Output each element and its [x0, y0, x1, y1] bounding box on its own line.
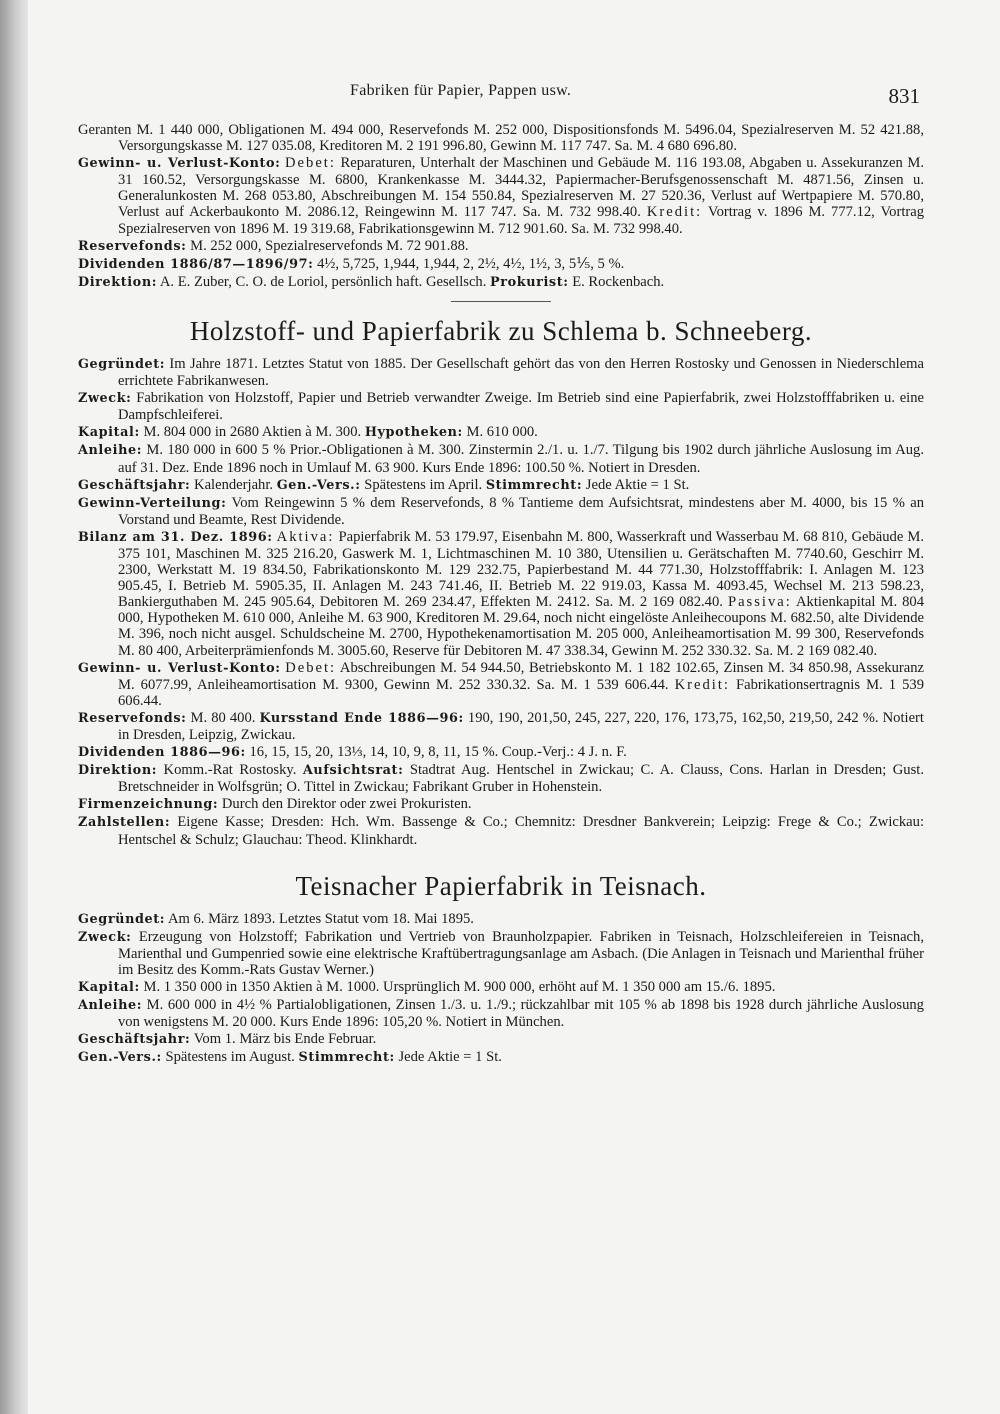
section-label: Kapital:: [78, 980, 140, 996]
passiva-text: Aktienkapital M. 804 000, Hypotheken M. 610 000, Anleihe M. 63 900, Kreditoren M. 29.64, noch nicht eingelöste Anleihecoupons M. 682.50, alte Dividende M. 396, noch nicht ausgel. Schuldscheine M. 2700, Hypothekenamortisation M. 205 000, Anleiheamortisation M. 99 300, Reservefonds M. 80 400, Arbeiterprämienfonds M. 3005.60, Reserve für Debitoren M. 47 338.34, Gewinn M. 252 330.32. Sa. M. 2 169 082.40.: [118, 594, 924, 659]
section-label: Gen.-Vers.:: [78, 1050, 162, 1066]
section-text: Komm.-Rat Rostosky.: [163, 762, 297, 779]
page-header: [28, 82, 1000, 112]
section-text: Vom 1. März bis Ende Februar.: [193, 1031, 377, 1048]
debet-label: Debet:: [285, 155, 336, 172]
section-text: Fabrikation von Holzstoff, Papier und Betrieb verwandter Zweige. Im Betrieb sind eine Papierfabrik, zwei Holzstofffabriken u. eine Dampfschleiferei.: [118, 390, 924, 424]
section-label: Gewinn- u. Verlust-Konto:: [78, 156, 281, 172]
entry-gegruendet: [78, 356, 924, 389]
section-divider: [451, 301, 551, 302]
section-text: Stadtrat Aug. Hentschel in Zwickau; C. A. Clauss, Cons. Harlan in Dresden; Gust. Bretschneider in Wolfsgrün; O. Tittel in Zwickau; Fabrikant Gruber in Hohenstein.: [118, 762, 924, 796]
debet-label: Debet:: [285, 659, 337, 676]
kredit-text: Vortrag v. 1896 M. 777.12, Vortrag Spezialreserven von 1896 M. 19 319.68, Fabrikationsgewinn M. 712 901.60. Sa. M. 732 998.40.: [118, 204, 925, 237]
section-label: Stimmrecht:: [485, 477, 583, 493]
section-text: Durch den Direktor oder zwei Prokuristen.: [221, 796, 472, 813]
previous-dividends: [78, 256, 924, 273]
section-label: Kursstand Ende 1886—96:: [259, 710, 464, 726]
section-label: Gegründet:: [78, 911, 166, 927]
section-text: M. 1 350 000 in 1350 Aktien à M. 1000. Ursprünglich M. 900 000, erhöht auf M. 1 350 000 am 15./6. 1895.: [143, 979, 776, 996]
section-label: Prokurist:: [490, 274, 569, 290]
section-label: Direktion:: [78, 763, 158, 779]
section-text: M. 252 000, Spezialreservefonds M. 72 901.88.: [190, 237, 469, 254]
entry-firmenzeichnung: [78, 796, 924, 813]
section-text: M. 600 000 in 4½ % Partialobligationen, Zinsen 1./3. u. 1./9.; rückzahlbar mit 105 % ab 1898 bis 1928 durch jährliche Auslosung von wenigstens M. 20 000. Kurs Ende 1896: 105,20 %. Notiert in München.: [118, 997, 924, 1031]
section-label: Anleihe:: [78, 443, 143, 459]
section-text: 190, 190, 201,50, 245, 227, 220, 176, 173,75, 162,50, 219,50, 242 %. Notiert in Dresden, Leipzig, Zwickau.: [118, 709, 924, 743]
section-label: Direktion:: [78, 274, 158, 290]
entry-gewinn-verteilung: [78, 495, 924, 528]
book-gutter: [0, 0, 28, 1414]
section-text: Spätestens im August.: [165, 1049, 295, 1066]
entry-gewinn-verlust: [78, 660, 924, 709]
page-content: [78, 122, 924, 1068]
entry-bilanz: [78, 529, 924, 659]
section-text: 16, 15, 15, 20, 13⅓, 14, 10, 9, 8, 11, 15 %. Coup.-Verj.: 4 J. n. F.: [249, 744, 627, 761]
aktiva-label: Aktiva:: [276, 528, 335, 545]
section-label: Zweck:: [78, 391, 132, 407]
section-text: Im Jahre 1871. Letztes Statut von 1885. Der Gesellschaft gehört das von den Herren Rostosky und Genossen in Niederschlema errichtete Fabrikanwesen.: [118, 355, 924, 390]
entry-zweck: [78, 929, 924, 978]
entry-gegruendet: [78, 911, 924, 928]
section-label: Gegründet:: [78, 356, 166, 372]
section-text: Eigene Kasse; Dresden: Hch. Wm. Bassenge & Co.; Chemnitz: Dresdner Bankverein; Leipzig: Frege & Co.; Zwickau: Hentschel & Schulz; Glauchau: Theod. Klinkhardt.: [118, 814, 924, 848]
section-label: Zweck:: [78, 929, 132, 945]
section-label: Reservefonds:: [78, 238, 187, 254]
section-label: Anleihe:: [78, 998, 143, 1014]
section-label: Geschäftsjahr:: [78, 1032, 191, 1048]
aktiva-text: Papierfabrik M. 53 179.97, Eisenbahn M. 800, Wasserkraft und Wasserbau M. 68 810, Gebäude M. 375 101, Maschinen M. 325 216.20, Gaswerk M. 1, Lichtmaschinen M. 10 380, Utensilien u. Gerätschaften M. 7740.60, Geschirr M. 2300, Werkstatt M. 19 834.50, Fabrikationskonto M. 129 232.75, Papierbestand M. 44 771.30, Holzstofffabrik: I. Anlagen M. 123 905.45, I. Betrieb M. 5905.35, II. Anlagen M. 243 741.46, II. Betrieb M. 22 919.03, Kassa M. 4093.45, Wechsel M. 213 598.23, Bankierguthaben M. 245 905.64, Debitoren M. 269 234.47, Effekten M. 2412. Sa. M. 2 169 082.40.: [118, 528, 924, 611]
section-label: Firmenzeichnung:: [78, 797, 219, 813]
passiva-label: Passiva:: [727, 594, 792, 611]
entry-dividenden: [78, 744, 924, 761]
previous-management: [78, 274, 924, 291]
section-spacer: [78, 849, 924, 867]
debet-text: Reparaturen, Unterhalt der Maschinen und Gebäude M. 116 193.08, Abgaben u. Assekuranzen M. 31 160.52, Versorgungskasse M. 6800, Krankenkasse M. 3444.32, Papiermacher-Berufsgenossenschaft M. 4871.56, Zinsen u. Generalunkosten M. 268 053.80, Abschreibungen M. 154 550.84, Spezialreserven M. 27 520.36, Verlust auf Wertpapiere M. 570.80, Verlust auf Ackerbaukonto M. 2086.12, Reingewinn M. 117 747. Sa. M. 732 998.40.: [118, 155, 924, 221]
previous-balance-continuation: [78, 122, 924, 154]
section-label: Reservefonds:: [78, 710, 187, 726]
section-text: Jede Aktie = 1 St.: [398, 1049, 502, 1066]
previous-balance-text: Geranten M. 1 440 000, Obligationen M. 494 000, Reservefonds M. 252 000, Dispositionsfonds M. 5496.04, Spezialreserven M. 52 421.88, Versorgungskasse M. 127 035.08, Kreditoren M. 2 191 996.80, Gewinn M. 117 747. Sa. M. 4 680 696.80.: [78, 122, 924, 155]
section-label: Geschäftsjahr:: [78, 477, 191, 493]
section-label: Hypotheken:: [364, 425, 463, 441]
running-title: Fabriken für Papier, Pappen usw.: [350, 82, 572, 99]
section-label: Bilanz am 31. Dez. 1896:: [78, 529, 273, 545]
section-text: M. 180 000 in 600 5 % Prior.-Obligationen à M. 300. Zinstermin 2./1. u. 1./7. Tilgung bis 1902 durch jährliche Auslosung im Aug. auf 31. Dez. Ende 1896 noch in Umlauf M. 63 900. Kurs Ende 1896: 100.50 %. Notiert in Dresden.: [118, 442, 924, 476]
entry-kapital: [78, 979, 924, 996]
entry-gen-vers: [78, 1049, 924, 1066]
section-label: Dividenden 1886—96:: [78, 745, 246, 761]
company-heading: Holzstoff- und Papierfabrik zu Schlema b. Schneeberg.: [189, 315, 813, 346]
book-page: [28, 0, 1000, 1414]
section-text: Erzeugung von Holzstoff; Fabrikation und Vertrieb von Braunholzpapier. Fabriken in Teisnach, Holzschleifereien in Teisnach, Marienthal und Gumpenried sowie eine elektrische Kraftübertragungsanlage am Asbach. (Die Anlagen in Teisnach und Marienthal früher im Besitz des Komm.-Rats Gustav Werner.): [118, 928, 924, 978]
section-text: M. 610 000.: [466, 424, 538, 441]
section-text: E. Rockenbach.: [572, 273, 665, 290]
section-label: Gewinn- u. Verlust-Konto:: [78, 660, 281, 676]
section-text: M. 80 400.: [190, 709, 256, 726]
section-label: Stimmrecht:: [298, 1050, 395, 1066]
entry-anleihe: [78, 997, 924, 1030]
entry-geschaeftsjahr: [78, 477, 924, 494]
entry-direktion: [78, 762, 924, 795]
section-text: A. E. Zuber, C. O. de Loriol, persönlich haft. Gesellsch.: [159, 273, 487, 290]
entry-zweck: [78, 390, 924, 423]
company-heading: Teisnacher Papierfabrik in Teisnach.: [295, 870, 707, 901]
section-label: Zahlstellen:: [78, 815, 171, 831]
section-label: Dividenden 1886/87—1896/97:: [78, 256, 314, 272]
entry-kapital: [78, 424, 924, 441]
entry-reservefonds: [78, 710, 924, 743]
entry-anleihe: [78, 442, 924, 475]
kredit-label: Kredit:: [674, 676, 730, 693]
page-number: 831: [888, 84, 920, 108]
entry-geschaeftsjahr: [78, 1031, 924, 1048]
section-text: M. 804 000 in 2680 Aktien à M. 300.: [143, 424, 362, 441]
section-label: Gen.-Vers.:: [276, 477, 361, 493]
debet-text: Abschreibungen M. 54 944.50, Betriebskonto M. 1 182 102.65, Zinsen M. 34 850.98, Assekuranz M. 6077.99, Anleiheamortisation M. 9300, Gewinn M. 252 330.32. Sa. M. 1 539 606.44.: [118, 659, 925, 693]
section-label: Gewinn-Verteilung:: [78, 495, 227, 511]
kredit-text: Fabrikationsertragnis M. 1 539 606.44.: [118, 676, 925, 709]
section-text: 4½, 5,725, 1,944, 1,944, 2, 2½, 4½, 1½, 3, 5⅕, 5 %.: [317, 255, 625, 272]
section-label: Aufsichtsrat:: [302, 763, 404, 779]
kredit-label: Kredit:: [646, 204, 703, 221]
section-text: Am 6. März 1893. Letztes Statut vom 18. Mai 1895.: [167, 910, 474, 927]
previous-profit-loss-account: [78, 155, 924, 236]
section-text: Jede Aktie = 1 St.: [585, 476, 690, 493]
section-text: Vom Reingewinn 5 % dem Reservefonds, 8 % Tantieme dem Aufsichtsrat, mindestens aber M. 4000, bis 15 % an Vorstand und Beamte, Rest Dividende.: [118, 494, 924, 528]
previous-reserve-fund: [78, 238, 924, 255]
section-text: Kalenderjahr.: [194, 476, 274, 493]
section-label: Kapital:: [78, 425, 140, 441]
section-text: Spätestens im April.: [364, 476, 483, 493]
entry-zahlstellen: [78, 814, 924, 847]
